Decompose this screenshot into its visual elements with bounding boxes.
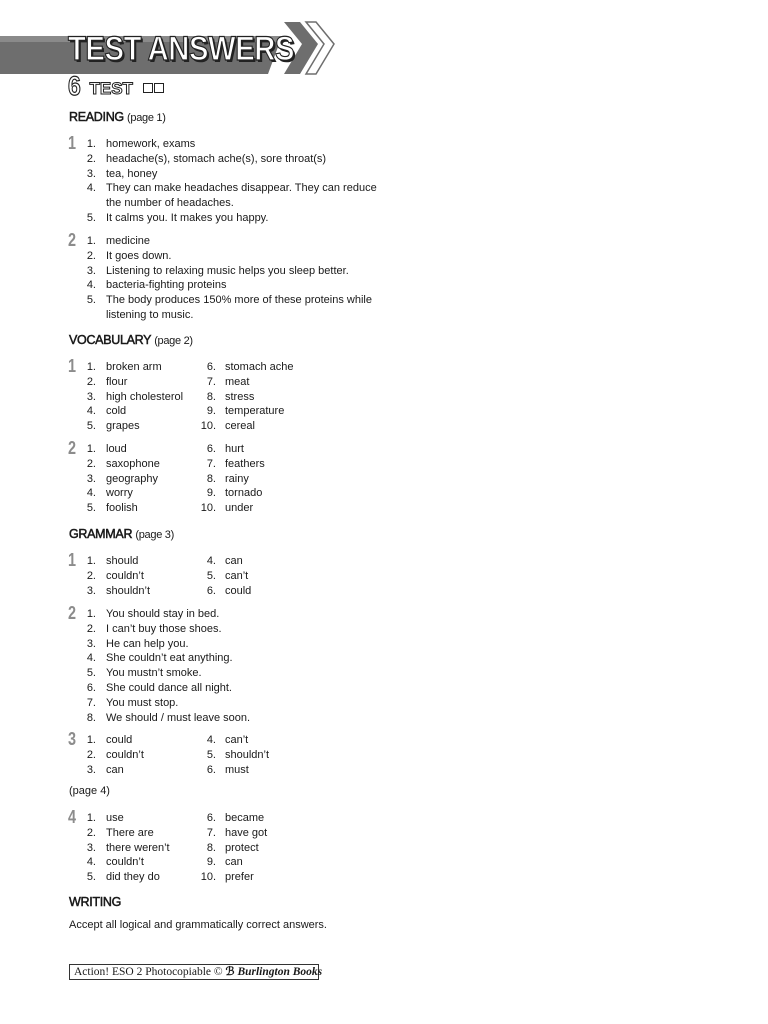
test-label [68, 72, 165, 100]
answer-text: You must stop. [106, 696, 179, 709]
answer-text: couldn’t [106, 569, 144, 582]
answer-text: tornado [225, 487, 263, 500]
answer-text: listening to music. [106, 309, 194, 321]
answer-number: 3. [86, 763, 96, 776]
answer-text: feathers [225, 457, 265, 470]
answer-number: 2. [86, 457, 96, 470]
answer-number: 3. [86, 637, 96, 650]
header-banner [0, 20, 340, 76]
answer-text: She could dance all night. [106, 682, 232, 694]
answer-text: use [106, 812, 124, 824]
footer-copyright [69, 964, 323, 980]
reading-page-ref: (page 1) [127, 112, 166, 124]
answer-number: 10. [200, 420, 216, 433]
answer-number: 9. [206, 487, 216, 500]
answer-text: The body produces 150% more of these proteins while [106, 294, 372, 307]
writing-heading-label: WRITING [69, 895, 122, 909]
vocabulary-heading-label: VOCABULARY [69, 333, 151, 347]
answer-number: 3. [86, 264, 96, 277]
answer-number: 3. [86, 841, 96, 854]
answer-text: should [106, 555, 139, 567]
exercise-number: 4 [68, 807, 77, 827]
footer-brand: Burlington Books [237, 966, 323, 978]
answer-text: there weren’t [106, 841, 170, 854]
answer-text: can [225, 555, 243, 567]
answer-text: could [225, 584, 252, 597]
grammar-page4-ref: (page 4) [69, 785, 110, 797]
answer-text: prefer [225, 871, 254, 884]
answer-number: 4. [206, 734, 216, 746]
answer-text: foolish [106, 502, 138, 515]
answer-number: 1. [86, 138, 96, 150]
answer-text: couldn’t [106, 748, 144, 761]
answer-text: There are [106, 826, 154, 839]
answer-text: saxophone [106, 457, 160, 470]
writing-heading [69, 895, 121, 909]
answer-number: 4. [206, 555, 216, 567]
answer-number: 5. [86, 871, 96, 884]
answer-number: 6. [206, 763, 216, 776]
answer-text: She couldn’t eat anything. [106, 652, 233, 665]
answer-number: 9. [206, 856, 216, 869]
answer-number: 3. [86, 584, 96, 597]
answer-number: 1. [86, 555, 96, 567]
answer-text: broken arm [106, 361, 162, 373]
answer-text: stomach ache [225, 361, 294, 373]
answer-number: 4. [86, 405, 96, 418]
writing-note: Accept all logical and grammatically correct answers. [69, 919, 327, 931]
answer-text: protect [225, 841, 259, 854]
answer-text: could [106, 734, 133, 746]
exercise-number: 1 [68, 133, 77, 153]
answer-number: 5. [86, 667, 96, 680]
answer-number: 7. [206, 457, 216, 470]
answer-number: 4. [86, 487, 96, 500]
answer-number: 7. [206, 826, 216, 839]
answer-number: 5. [86, 294, 96, 307]
answer-number: 1. [86, 235, 96, 247]
answer-number: 6. [206, 361, 216, 373]
answer-number: 6. [206, 443, 216, 455]
reading-heading [69, 110, 166, 124]
answer-number: 1. [86, 812, 96, 824]
test-number: 6 [68, 71, 81, 101]
answer-text: bacteria-fighting proteins [106, 279, 227, 292]
answer-number: 6. [206, 812, 216, 824]
exercise-number: 1 [68, 356, 77, 376]
answer-number: 3. [86, 167, 96, 180]
answer-number: 5. [206, 748, 216, 761]
answer-number: 1. [86, 443, 96, 455]
answer-number: 5. [206, 569, 216, 582]
answer-text: can’t [225, 734, 249, 746]
answer-number: 2. [86, 249, 96, 262]
answer-number: 4. [86, 856, 96, 869]
answer-number: 3. [86, 390, 96, 403]
answer-text: grapes [106, 420, 140, 433]
answer-text: We should / must leave soon. [106, 711, 251, 724]
answer-text: the number of headaches. [106, 197, 234, 210]
answer-text: shouldn’t [225, 748, 270, 761]
answer-number: 8. [206, 472, 216, 485]
answer-number: 2. [86, 152, 96, 165]
answer-text: loud [106, 443, 127, 455]
answer-text: Listening to relaxing music helps you sleep better. [106, 264, 349, 277]
answer-text: can [106, 763, 124, 776]
answer-number: 1. [86, 361, 96, 373]
answer-text: must [225, 763, 249, 776]
answer-number: 5. [86, 212, 96, 224]
answer-number: 10. [200, 871, 216, 884]
answer-number: 2. [86, 375, 96, 388]
answer-text: high cholesterol [106, 390, 184, 403]
answer-number: 9. [206, 405, 216, 418]
publisher-logo-icon: ℬ [225, 966, 235, 978]
answer-text: It calms you. It makes you happy. [106, 212, 269, 224]
answer-number: 4. [86, 182, 96, 195]
answer-text: They can make headaches disappear. They can reduce [106, 182, 377, 195]
answer-number: 6. [86, 682, 96, 694]
exercise-number: 2 [68, 438, 77, 458]
answer-text: temperature [225, 405, 285, 418]
answer-number: 8. [206, 841, 216, 854]
answer-number: 7. [206, 375, 216, 388]
answer-text: It goes down. [106, 249, 172, 262]
answer-number: 2. [86, 826, 96, 839]
answer-text: couldn’t [106, 856, 144, 869]
answer-number: 5. [86, 502, 96, 515]
answer-text: You should stay in bed. [106, 608, 220, 620]
answer-text: rainy [225, 472, 249, 485]
answer-text: meat [225, 375, 250, 388]
answer-number: 8. [206, 390, 216, 403]
answer-number: 2. [86, 622, 96, 635]
answer-number: 7. [86, 696, 96, 709]
answer-text: became [225, 812, 265, 824]
answer-number: 4. [86, 279, 96, 292]
answer-text: homework, exams [106, 138, 196, 150]
vocabulary-heading [69, 333, 193, 347]
answer-text: hurt [225, 443, 244, 455]
answer-number: 2. [86, 569, 96, 582]
answer-text: can [225, 856, 243, 869]
answer-text: headache(s), stomach ache(s), sore throat(s) [106, 152, 327, 165]
reading-heading-label: READING [69, 110, 124, 124]
exercise-number: 1 [68, 550, 77, 570]
answer-number: 3. [86, 472, 96, 485]
answer-number: 4. [86, 652, 96, 665]
answer-text: worry [106, 487, 133, 500]
answer-text: stress [225, 390, 255, 403]
grammar-page-ref: (page 3) [135, 529, 174, 541]
answer-text: shouldn’t [106, 584, 151, 597]
answer-number: 10. [200, 502, 216, 515]
test-boxes [143, 80, 165, 98]
answer-number: 6. [206, 584, 216, 597]
answer-text: geography [106, 472, 158, 485]
footer-text: Action! ESO 2 Photocopiable © [74, 966, 223, 978]
page-title: TEST ANSWERS [68, 30, 295, 68]
answer-number: 1. [86, 608, 96, 620]
grammar-heading-label: GRAMMAR [69, 527, 133, 541]
answer-number: 2. [86, 748, 96, 761]
answer-text: You mustn’t smoke. [106, 667, 202, 680]
answer-text: medicine [106, 235, 151, 247]
answer-text: cold [106, 405, 127, 418]
answer-number: 1. [86, 734, 96, 746]
answer-number: 5. [86, 420, 96, 433]
answer-text: He can help you. [106, 637, 189, 650]
answer-text: can’t [225, 569, 249, 582]
answer-text: flour [106, 375, 128, 388]
answer-text: cereal [225, 420, 255, 433]
exercise-number: 2 [68, 603, 77, 623]
answer-number: 8. [86, 711, 96, 724]
answer-text: under [225, 502, 254, 515]
answer-text: did they do [106, 871, 160, 884]
exercise-number: 2 [68, 230, 77, 250]
vocabulary-page-ref: (page 2) [154, 335, 193, 347]
test-word: TEST [89, 79, 133, 98]
exercise-number: 3 [68, 729, 77, 749]
answer-text: I can’t buy those shoes. [106, 622, 222, 635]
answer-text: have got [225, 826, 268, 839]
answer-text: tea, honey [106, 167, 158, 180]
grammar-heading [69, 527, 174, 541]
